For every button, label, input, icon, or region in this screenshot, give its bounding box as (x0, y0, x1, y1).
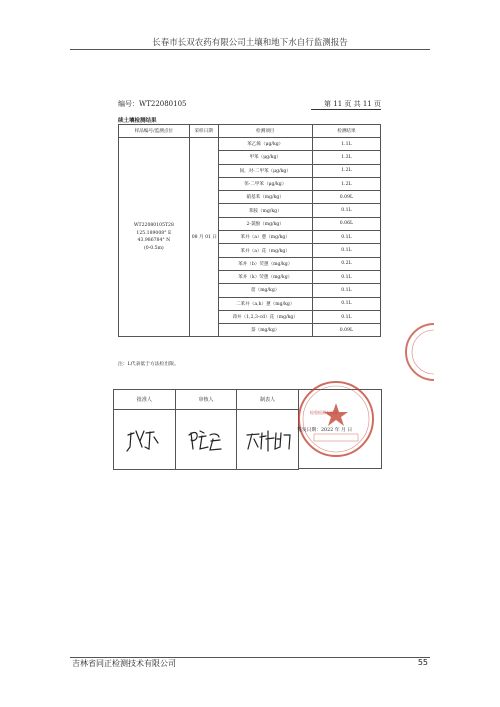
test-item-cell: 二苯并（a,h）蒽（mg/kg） (218, 297, 312, 310)
seal-cert-label: 检验检测专用章 (310, 410, 338, 415)
test-item-cell: 苯并（a）芘（mg/kg） (218, 244, 312, 257)
test-result-cell: 0.1L (312, 270, 380, 283)
column-header-date: 采样日期 (189, 125, 218, 138)
test-item-cell: 萘（mg/kg） (218, 324, 312, 337)
test-item-cell: 苯乙烯（μg/kg） (218, 138, 312, 151)
test-result-cell: 0.2L (312, 257, 380, 270)
test-item-cell: 2-氯酚（mg/kg） (218, 217, 312, 230)
test-result-cell: 0.1L (312, 244, 380, 257)
soil-results-table (118, 124, 381, 337)
preparer-signature-image (244, 425, 292, 455)
test-result-cell: 0.1L (312, 284, 380, 297)
reviewer-signature-image (186, 425, 226, 455)
test-result-cell: 0.1L (312, 297, 380, 310)
table-note: 注：L代表低于方法检出限。 (118, 362, 179, 367)
column-header-sample: 样品编号/监测点位 (119, 125, 190, 138)
test-result-cell: 1.2L (312, 177, 380, 190)
test-item-cell: 䓛（mg/kg） (218, 284, 312, 297)
test-item-cell: 苯胺（mg/kg） (218, 204, 312, 217)
header-divider (70, 49, 430, 50)
preparer-signature (237, 410, 299, 470)
test-item-cell: 甲苯（μg/kg） (218, 151, 312, 164)
sample-lng: 125.189008° E (136, 230, 172, 236)
sample-id: WT22080105T28 (133, 223, 174, 229)
sample-lat: 43.986784° N (137, 238, 171, 244)
table-row (119, 138, 381, 151)
test-result-cell: 1.3L (312, 151, 380, 164)
test-item-cell: 邻-二甲苯（μg/kg） (218, 177, 312, 190)
page-count-underline (311, 109, 381, 110)
report-number: 编号：WT22080105 (118, 100, 187, 108)
test-item-cell: 间、对-二甲苯（μg/kg） (218, 164, 312, 177)
test-result-cell: 1.1L (312, 138, 380, 151)
test-result-cell: 0.09L (312, 324, 380, 337)
test-item-cell: 苯并（b）荧蒽（mg/kg） (218, 257, 312, 270)
test-result-cell: 0.1L (312, 231, 380, 244)
test-result-cell: 0.1L (312, 310, 380, 323)
approver-signature (114, 410, 176, 470)
test-item-cell: 苯并（k）荧蒽（mg/kg） (218, 270, 312, 283)
inspection-seal-icon (296, 379, 376, 459)
reviewer-label: 审核人 (175, 390, 237, 410)
side-seal-icon (394, 322, 434, 382)
column-header-result: 检测结果 (312, 125, 380, 138)
signoff-table (113, 389, 299, 470)
page-count: 第 11 页 共 11 页 (324, 100, 381, 108)
test-item-cell: 硝基苯（mg/kg） (218, 191, 312, 204)
test-result-cell: 0.1L (312, 204, 380, 217)
footer-company: 吉林省同正检测技术有限公司 (72, 659, 176, 668)
page-footer (70, 657, 430, 668)
approver-label: 批准人 (114, 390, 176, 410)
sample-info-cell (119, 138, 190, 337)
test-result-cell: 1.2L (312, 164, 380, 177)
test-result-cell: 0.06L (312, 217, 380, 230)
test-item-cell: 苯并（a）蒽（mg/kg） (218, 231, 312, 244)
approval-date: 签发日期：2022 年 月 日 (297, 428, 353, 433)
column-header-item: 检测项目 (218, 125, 312, 138)
table-header-row (119, 125, 381, 138)
sample-depth: (0-0.5m) (144, 245, 164, 251)
results-body (119, 138, 381, 337)
approver-signature-image (124, 425, 164, 455)
reviewer-signature (175, 410, 237, 470)
preparer-label: 制表人 (237, 390, 299, 410)
footer-page-number: 55 (417, 658, 428, 667)
test-item-cell: 茚并（1,2,3-cd）芘（mg/kg） (218, 310, 312, 323)
test-result-cell: 0.09L (312, 191, 380, 204)
section-title: 续土壤检测结果 (118, 118, 157, 124)
sampling-date-cell: 08 月 01 日 (189, 138, 218, 337)
report-header-title: 长春市长双农药有限公司土壤和地下水自行监测报告 (152, 38, 348, 48)
